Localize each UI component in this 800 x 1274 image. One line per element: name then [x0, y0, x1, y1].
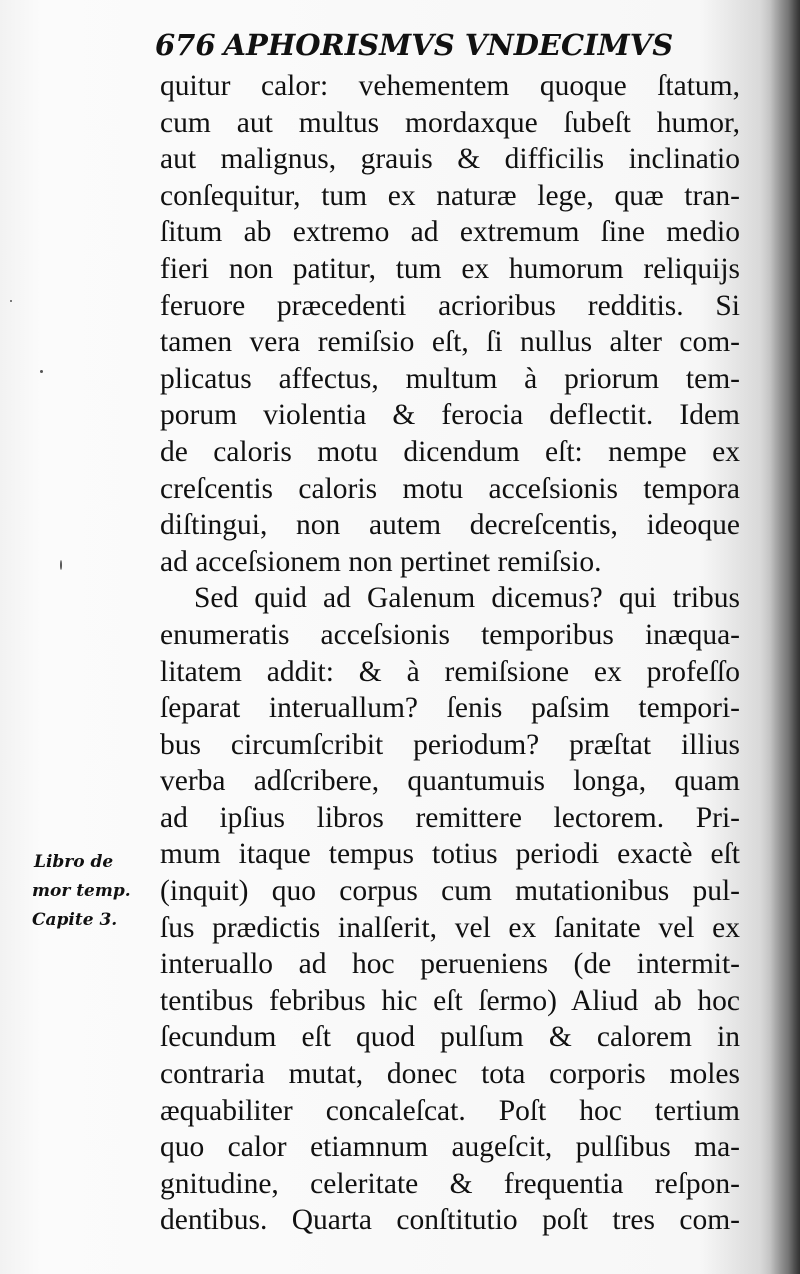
running-title: APHORISMVS VNDECIMVS — [223, 28, 674, 62]
page-number: 676 — [155, 28, 216, 62]
text-line: porum violentia & ferocia deflectit. Idem — [160, 399, 740, 432]
margin-note-line: Libro de — [34, 852, 114, 872]
text-line: creſcentis caloris motu acceſsionis tempora — [160, 472, 740, 505]
text-line: litatem addit: & à remiſsione ex profeſſo — [160, 655, 740, 688]
margin-note-line: mor temp. — [32, 881, 131, 901]
text-line: æquabiliter concaleſcat. Poſt hoc tertium — [160, 1094, 740, 1127]
text-line: diſtingui, non autem decreſcentis, ideoque — [160, 509, 740, 542]
text-line: conſequitur, tum ex naturæ lege, quæ tran- — [160, 179, 740, 212]
text-line: plicatus affectus, multum à priorum tem- — [160, 362, 740, 395]
text-line: interuallo ad hoc perueniens (de intermit- — [160, 948, 740, 981]
text-line: feruore præcedenti acrioribus redditis. Si — [160, 289, 740, 322]
page-gutter-shadow — [770, 0, 800, 1274]
margin-note — [28, 848, 158, 935]
text-line: de caloris motu dicendum eſt: nempe ex — [160, 435, 740, 468]
text-line: bus circumſcribit periodum? præſtat illius — [160, 728, 740, 761]
text-line: gnitudine, celeritate & frequentia reſpon- — [160, 1167, 740, 1200]
text-line: (inquit) quo corpus cum mutationibus pul- — [160, 875, 740, 908]
text-line: enumeratis acceſsionis temporibus inæqua- — [160, 618, 740, 651]
text-line: ſecundum eſt quod pulſum & calorem in — [160, 1021, 740, 1054]
text-line: ſitum ab extremo ad extremum ſine medio — [160, 216, 740, 249]
text-line: dentibus. Quarta conſtitutio poſt tres com- — [160, 1204, 740, 1237]
text-line: ſus prædictis inalſerit, vel ex ſanitate vel ex — [160, 911, 740, 944]
paper-speck — [60, 560, 62, 570]
text-line: cum aut multus mordaxque ſubeſt humor, — [160, 106, 740, 139]
paper-speck — [40, 370, 43, 373]
text-line: ad ipſius libros remittere lectorem. Pri- — [160, 801, 740, 834]
text-line: quitur calor: vehementem quoque ſtatum, — [160, 70, 740, 102]
text-line: mum itaque tempus totius periodi exactè eſt — [160, 838, 740, 871]
running-head — [155, 28, 755, 62]
margin-note-line: Capite 3. — [32, 910, 118, 930]
text-line: quo calor etiamnum augeſcit, pulſibus ma- — [160, 1131, 740, 1164]
text-line: tentibus febribus hic eſt ſermo) Aliud ab hoc — [160, 984, 740, 1017]
text-line: tamen vera remiſsio eſt, ſi nullus alter com- — [160, 326, 740, 359]
text-line: aut malignus, grauis & difficilis inclinatio — [160, 143, 740, 176]
body-text — [160, 68, 740, 1239]
text-line: ſeparat interuallum? ſenis paſsim tempori- — [160, 692, 740, 725]
text-line: fieri non patitur, tum ex humorum reliquijs — [160, 252, 740, 285]
text-line: verba adſcribere, quantumuis longa, quam — [160, 765, 740, 798]
paragraph-first-line: Sed quid ad Galenum dicemus? qui tribus — [194, 582, 740, 615]
paragraph-last-line: ad acceſsionem non pertinet remiſsio. — [160, 545, 602, 578]
text-line: contraria mutat, donec tota corporis moles — [160, 1058, 740, 1091]
paper-speck — [10, 300, 12, 302]
